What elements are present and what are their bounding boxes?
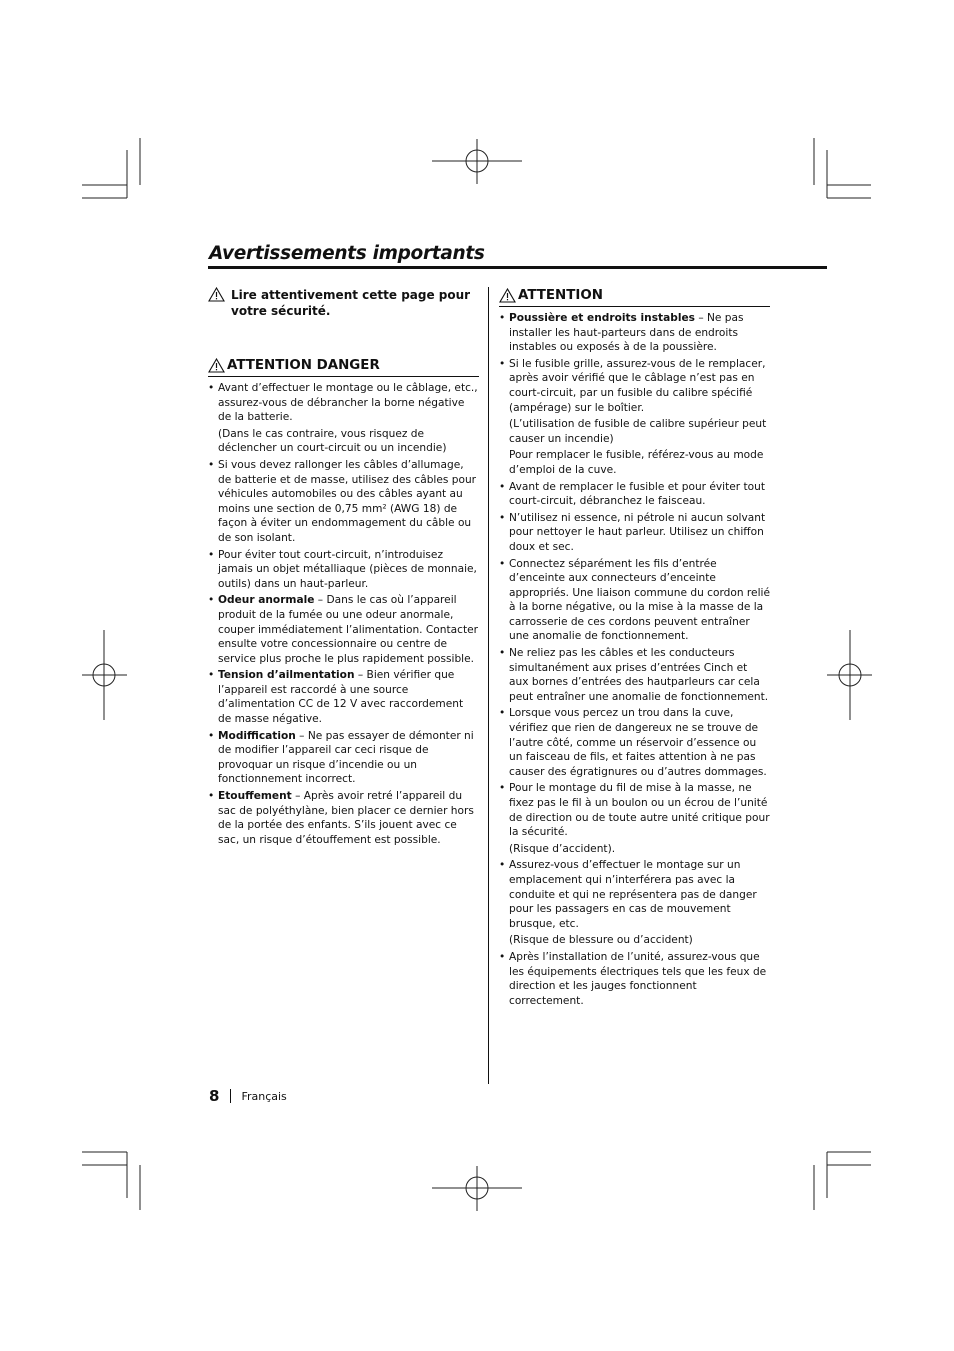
list-item-note: (Risque d’accident). bbox=[509, 842, 616, 855]
list-item: • Poussière et endroits instables – Ne pas installer les haut-parteurs dans de endroits instables ou exposés à de la poussière. bbox=[499, 311, 770, 355]
intro-note bbox=[208, 287, 479, 319]
list-item-note: (Risque de blessure ou d’accident) bbox=[509, 934, 693, 947]
list-item: • Pour le montage du fil de mise à la masse, ne fixez pas le fil à un boulon ou un écrou de l’unité de direction ou de toute autre unité critique pour la sécurité. bbox=[499, 781, 770, 839]
section-heading-text: ATTENTION bbox=[518, 288, 603, 303]
title-rule bbox=[208, 266, 827, 269]
footer-separator bbox=[230, 1089, 231, 1103]
list-item: • Modiffication – Ne pas essayer de démonter ni de modifier l’appareil car ceci risque de provoquar un risque d’incendie ou un fonctionnement incorrect. bbox=[208, 729, 479, 787]
crop-mark-icon bbox=[814, 138, 871, 198]
section-heading-danger bbox=[208, 357, 479, 377]
warning-triangle-icon bbox=[208, 287, 225, 302]
list-item: • Avant d’effectuer le montage ou le câblage, etc., assurez-vous de débrancher la borne négative de la batterie. bbox=[208, 381, 479, 425]
left-column bbox=[208, 287, 479, 849]
right-column bbox=[499, 287, 770, 1010]
warning-triangle-icon bbox=[499, 288, 516, 303]
list-item: • Assurez-vous d’effectuer le montage sur un emplacement qui n’interférera pas avec la conduite et qui ne représentera pas de danger pour les passagers en cas de mouvement brusque, etc. bbox=[499, 858, 770, 931]
page-footer bbox=[209, 1087, 287, 1105]
list-item: • Tension d’ailmentation – Bien vérifier que l’appareil est raccordé à une source d’alimentation CC de 12 V avec raccordement de masse négative. bbox=[208, 668, 479, 726]
list-item-note: (L’utilisation de fusible de calibre supérieur peut causer un incendie) bbox=[509, 418, 767, 445]
language-label: Français bbox=[241, 1089, 287, 1103]
registration-target-icon bbox=[82, 630, 127, 720]
crop-mark-icon bbox=[82, 138, 140, 198]
list-item: • Après l’installation de l’unité, assurez-vous que les équipements électriques tels que les feux de direction et les jauges fonctionnent correctement. bbox=[499, 950, 770, 1008]
list-item: • Odeur anormale – Dans le cas où l’appareil produit de la fumée ou une odeur anormale, couper immédiatement l’alimentation. Contacter ensulte votre concessionnaire ou centre de service plus proche le plus rapidement possible. bbox=[208, 593, 479, 666]
registration-target-icon bbox=[432, 139, 522, 184]
list-item: • Pour éviter tout court-circuit, n’introduisez jamais un objet métalliaque (pièces de monnaie, outils) dans un haut-parleur. bbox=[208, 548, 479, 592]
list-item: • Lorsque vous percez un trou dans la cuve, vérifiez que rien de dangereux ne se trouve de l’autre côté, comme un réservoir d’essence ou un faisceau de fils, et faites attention à ne pas causer des égratignures ou d’autres dommages. bbox=[499, 706, 770, 779]
registration-target-icon bbox=[432, 1166, 522, 1211]
list-item: • Etouffement – Après avoir retré l’appareil du sac de polyéthylàne, bien placer ce dernier hors de la portée des enfants. S’ils jouent avec ce sac, un risque d’étouffement est possible. bbox=[208, 789, 479, 847]
list-item-note: Pour remplacer le fusible, référez-vous au mode d’emploi de la cuve. bbox=[509, 449, 764, 476]
crop-mark-icon bbox=[82, 1152, 140, 1210]
attention-list bbox=[499, 311, 770, 1008]
list-item: • Ne reliez pas les câbles et les conducteurs simultanément aux prises d’entrées Cinch et aux bornes d’entrées des hautparleurs car cela peut entraîner une anomalie de fonctionnement. bbox=[499, 646, 770, 704]
warning-triangle-icon bbox=[208, 358, 225, 373]
list-item: • Avant de remplacer le fusible et pour éviter tout court-circuit, débranchez le faisceau. bbox=[499, 480, 770, 509]
crop-mark-icon bbox=[814, 1152, 871, 1210]
intro-text: Lire attentivement cette page pour votre sécurité. bbox=[231, 288, 471, 318]
list-item: • Connectez séparément les fils d’entrée d’enceinte aux connecteurs d’enceinte appropriés. Une liaison commune du cordon relié à la borne négative, ou la mise à la masse de la carrosserie de ces cordons peuvent entraîner une anomalie de fonctionnement. bbox=[499, 557, 770, 645]
list-item: • Si le fusible grille, assurez-vous de le remplacer, après avoir vérifié que le câblage n’est pas en court-circuit, par un fusible du calibre spécifié (ampérage) sur le boîtier. bbox=[499, 357, 770, 415]
list-item: • Si vous devez rallonger les câbles d’allumage, de batterie et de masse, utilisez des câbles pour véhicules automobiles ou des câbles ayant au moins une section de 0,75 mm² (AWG 18) de façon à éviter un endommagement du câble ou de son isolant. bbox=[208, 458, 479, 546]
page-title: Avertissements importants bbox=[209, 243, 485, 264]
danger-list bbox=[208, 381, 479, 847]
registration-target-icon bbox=[827, 630, 872, 720]
column-divider bbox=[488, 287, 489, 1084]
page-number: 8 bbox=[209, 1087, 220, 1105]
section-heading-attention bbox=[499, 287, 770, 307]
list-item-note: (Dans le cas contraire, vous risquez de déclencher un court-circuit ou un incendie) bbox=[218, 427, 447, 455]
list-item: • N’utilisez ni essence, ni pétrole ni aucun solvant pour nettoyer le haut parleur. Utilisez un chiffon doux et sec. bbox=[499, 511, 770, 555]
section-heading-text: ATTENTION DANGER bbox=[227, 358, 380, 373]
